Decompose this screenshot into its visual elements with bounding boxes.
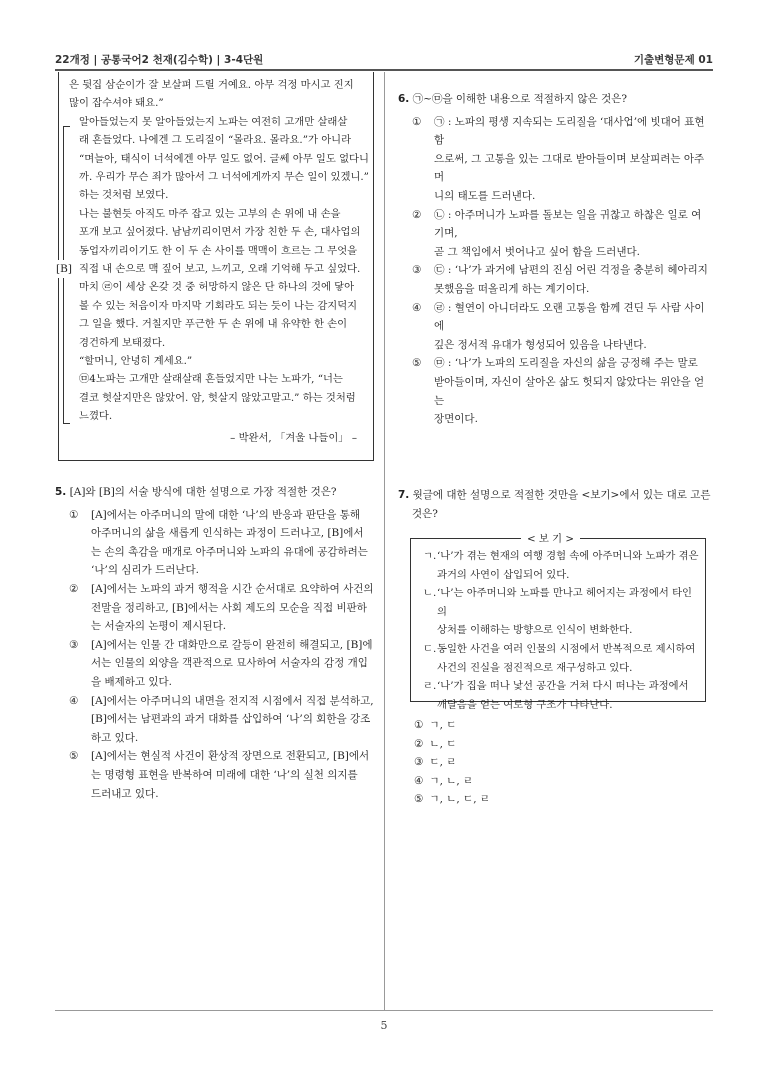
passage-line: 은 뒷집 삼순이가 잘 보살펴 드릴 거예요. 아무 걱정 마시고 진지 xyxy=(69,79,354,91)
option-text-line: 을 배제하고 있다. xyxy=(91,675,173,688)
option-text: ㄷ, ㄹ xyxy=(429,756,457,769)
passage-box xyxy=(58,72,374,461)
page-header xyxy=(55,50,713,70)
bogi-title: < 보 기 > xyxy=(521,530,580,545)
option-text-line: [A]에서는 현실적 사건이 환상적 장면으로 전환되고, [B]에서 xyxy=(91,750,370,763)
bogi-item xyxy=(423,547,701,584)
question-7 xyxy=(398,486,714,523)
option-3[interactable] xyxy=(69,636,375,692)
option-text-line: [A]에서는 인물 간 대화만으로 갈등이 완전히 해결되고, [B]에 xyxy=(91,638,373,651)
option-number: ④ xyxy=(412,301,422,314)
option-number: ③ xyxy=(414,756,424,769)
option-2[interactable] xyxy=(69,580,375,636)
passage-line: 동업자끼리이기도 한 이 두 손 사이를 맥맥이 흐르는 그 무엇을 xyxy=(79,244,358,257)
question-5 xyxy=(55,483,375,803)
passage-line: 느꼈다. xyxy=(79,410,113,423)
option-text-line: 아주머니의 삶을 새롭게 인식하는 과정이 드러나고, [B]에서 xyxy=(91,527,364,540)
option-text-line: 니의 태도를 드러낸다. xyxy=(434,189,536,202)
option-text-line: [A]에서는 아주머니의 내면을 전지적 시점에서 직접 분석하고, xyxy=(91,694,374,707)
passage-line: 직접 내 손으로 맥 짚어 보고, 느끼고, 오래 기억해 두고 싶었다. xyxy=(79,263,361,275)
option-3[interactable] xyxy=(414,753,614,772)
option-1[interactable] xyxy=(414,716,614,735)
option-text-line: 는 서술자의 논평이 제시된다. xyxy=(91,620,227,633)
bogi-item-text: ‘나’가 집을 떠나 낯선 공간을 거쳐 다시 떠나는 과정에서 xyxy=(437,680,689,693)
option-text-line: 는 손의 촉감을 매개로 아주머니와 노파의 유대에 공감하려는 xyxy=(91,545,368,558)
option-text-line: 는 명령형 표현을 반복하여 미래에 대한 ‘나’의 실천 의지를 xyxy=(91,768,358,781)
bracket-b-label: [B] xyxy=(55,260,73,278)
passage-line: 많이 잡수셔야 돼요.” xyxy=(69,97,164,110)
passage-line: 포개 보고 싶어졌다. 남남끼리이면서 가장 친한 두 손, 대사업의 xyxy=(79,226,361,239)
option-text-line: 으로써, 그 고통을 있는 그대로 받아들이며 보살피려는 아주머 xyxy=(434,152,705,184)
option-text-line: ㉤ : ‘나’가 노파의 도리질을 자신의 삶을 긍정해 주는 말로 xyxy=(434,357,698,370)
question-number: 6. xyxy=(398,93,410,105)
option-number: ③ xyxy=(412,264,422,277)
passage-line: 그 일을 했다. 거칠지만 푸근한 두 손 위에 내 유약한 한 손이 xyxy=(79,318,348,331)
option-text-line: ㉢ : ‘나’가 과거에 남편의 진심 어린 걱정을 충분히 헤아리지 xyxy=(434,264,708,277)
bogi-item-letter: ㄴ. xyxy=(423,587,437,600)
bogi-item-text: ‘나’는 아주머니와 노파를 만나고 헤어지는 과정에서 타인의 xyxy=(437,587,692,618)
option-text: ㄱ, ㄴ, ㄹ xyxy=(429,774,474,787)
option-number: ④ xyxy=(414,774,424,787)
option-1[interactable] xyxy=(412,113,710,206)
bogi-item-text: 사건의 진실을 점진적으로 재구성하고 있다. xyxy=(437,661,633,674)
passage-line: 알아들었는지 못 알아들었는지 노파는 여전히 고개만 살래살 xyxy=(79,115,348,128)
question-stem-line-1: 윗글에 대한 설명으로 적절한 것만을 <보기>에서 있는 대로 고른 xyxy=(412,489,711,501)
passage-line: 결코 헛살지만은 않았어. 암, 헛살지 않았고말고.” 하는 것처럼 xyxy=(79,391,356,404)
option-text: ㄱ, ㄴ, ㄷ, ㄹ xyxy=(429,793,491,806)
bogi-item-text: 깨달음을 얻는 여로형 구조가 나타난다. xyxy=(437,698,613,711)
option-text-line: [A]에서는 노파의 과거 행적을 시간 순서대로 요약하여 사건의 xyxy=(91,582,374,595)
option-text-line: ㉠ : 노파의 평생 지속되는 도리질을 ‘대사업’에 빗대어 표현함 xyxy=(434,115,705,147)
header-set-title: 기출변형문제 01 xyxy=(633,54,713,66)
passage-line: 까. 우리가 무슨 죄가 많아서 그 너석에게까지 무슨 일이 있겠니.” xyxy=(79,171,369,183)
option-number: ① xyxy=(412,115,422,128)
passage-line: 하는 것처럼 보였다. xyxy=(79,189,169,202)
passage-line: 볼 수 있는 처음이자 마지막 기회라도 되는 듯이 나는 감지덕지 xyxy=(79,299,358,312)
bogi-item-letter: ㄱ. xyxy=(423,550,437,562)
question-7-options xyxy=(414,716,614,809)
option-text-line: ㉣ : 혈연이 아니더라도 오랜 고통을 함께 견딘 두 사람 사이에 xyxy=(434,301,705,333)
bogi-item-text: ‘나’가 겪는 현재의 여행 경험 속에 아주머니와 노파가 겪은 xyxy=(437,550,699,562)
question-stem: [A]와 [B]의 서술 방식에 대한 설명으로 가장 적절한 것은? xyxy=(69,486,337,498)
question-number: 5. xyxy=(55,486,67,498)
option-5[interactable] xyxy=(69,747,375,803)
option-number: ② xyxy=(414,737,424,750)
bogi-item xyxy=(423,677,701,714)
option-5[interactable] xyxy=(414,790,614,809)
option-4[interactable] xyxy=(412,299,710,355)
bogi-items xyxy=(423,547,701,714)
bogi-item-text: 상처를 이해하는 방향으로 인식이 변화한다. xyxy=(437,624,633,637)
passage-source: – 박완서, 「겨울 나들이」 – xyxy=(230,432,357,444)
option-text-line: [B]에서는 남편과의 과거 대화를 삽입하여 ‘나’의 회한을 강조 xyxy=(91,713,371,726)
option-3[interactable] xyxy=(412,261,710,298)
footer-rule xyxy=(55,1010,713,1011)
bogi-item-text: 동일한 사건을 여러 인물의 시점에서 반복적으로 제시하여 xyxy=(437,642,696,655)
option-number: ② xyxy=(412,208,422,221)
passage-line: 래 흔들었다. 나에겐 그 도리질이 “몰라요. 몰라요.”가 아니라 xyxy=(79,134,352,147)
option-number: ④ xyxy=(69,694,79,707)
option-text-line: 못했음을 떠올리게 하는 계기이다. xyxy=(434,282,590,295)
passage-line: 마치 ㉣이 세상 온갖 것 중 허망하지 않은 단 하나의 것에 닿아 xyxy=(79,281,355,294)
column-divider xyxy=(384,72,385,1010)
question-stem-line-2: 것은? xyxy=(412,507,438,520)
passage-line: ㉤4노파는 고개만 살래살래 흔들었지만 나는 노파가, “너는 xyxy=(79,373,343,386)
option-text-line: 드러내고 있다. xyxy=(91,787,159,800)
option-4[interactable] xyxy=(414,772,614,791)
bogi-item xyxy=(423,640,701,677)
option-2[interactable] xyxy=(412,206,710,262)
option-number: ③ xyxy=(69,638,79,651)
options-list xyxy=(69,506,375,804)
question-6 xyxy=(398,90,710,429)
passage-line: “며늘아, 태식이 너석에겐 아무 일도 없어. 글쎄 아무 일도 없다니 xyxy=(79,152,369,165)
option-5[interactable] xyxy=(412,354,710,428)
option-text-line: 하고 있다. xyxy=(91,731,139,744)
option-text-line: 곧 그 책임에서 벗어나고 싶어 함을 드러낸다. xyxy=(434,245,640,258)
option-text-line: 전말을 정리하고, [B]에서는 사회 제도의 모순을 직접 비판하 xyxy=(91,601,367,614)
bogi-item-text: 과거의 사연이 삽입되어 있다. xyxy=(437,568,570,581)
bogi-box xyxy=(410,533,706,711)
bogi-item-letter: ㄷ. xyxy=(423,642,437,655)
option-number: ② xyxy=(69,582,79,595)
header-course-info: 22개정 | 공통국어2 천재(김수학) | 3-4단원 xyxy=(55,54,264,66)
option-number: ⑤ xyxy=(414,793,424,806)
page-number: 5 xyxy=(380,1019,388,1032)
option-text: ㄱ, ㄷ xyxy=(429,719,457,731)
option-2[interactable] xyxy=(414,735,614,754)
option-text-line: ‘나’의 심리가 드러난다. xyxy=(91,564,199,577)
option-1[interactable] xyxy=(69,506,375,580)
option-number: ⑤ xyxy=(69,750,79,763)
header-rule xyxy=(55,69,713,71)
option-text-line: [A]에서는 아주머니의 말에 대한 ‘나’의 반응과 판단을 통해 xyxy=(91,508,360,521)
options-list xyxy=(412,113,710,429)
option-text-line: 서는 인물의 외양을 객관적으로 묘사하여 서술자의 감정 개입 xyxy=(91,657,368,670)
option-text-line: 장면이다. xyxy=(434,413,478,426)
question-stem: ㉠~㉤을 이해한 내용으로 적절하지 않은 것은? xyxy=(412,93,628,105)
option-text-line: ㉡ : 아주머니가 노파를 돌보는 일을 귀찮고 하찮은 일로 여기며, xyxy=(434,208,702,240)
option-number: ① xyxy=(69,508,79,521)
bogi-item-letter: ㄹ. xyxy=(423,680,437,693)
option-4[interactable] xyxy=(69,692,375,748)
option-text-line: 받아들이며, 자신이 살아온 삶도 헛되지 않았다는 위안을 얻는 xyxy=(434,375,705,407)
option-text: ㄴ, ㄷ xyxy=(429,737,457,750)
question-number: 7. xyxy=(398,489,410,501)
bogi-item xyxy=(423,584,701,640)
option-number: ① xyxy=(414,719,424,731)
passage-line: 나는 불현듯 아직도 마주 잡고 있는 고부의 손 위에 내 손을 xyxy=(79,207,341,220)
passage-line: “할머니, 안녕히 계세요.” xyxy=(79,355,193,367)
option-number: ⑤ xyxy=(412,357,422,370)
option-text-line: 깊은 정서적 유대가 형성되어 있음을 나타낸다. xyxy=(434,338,647,351)
passage-line: 경건하게 보태졌다. xyxy=(79,336,166,349)
